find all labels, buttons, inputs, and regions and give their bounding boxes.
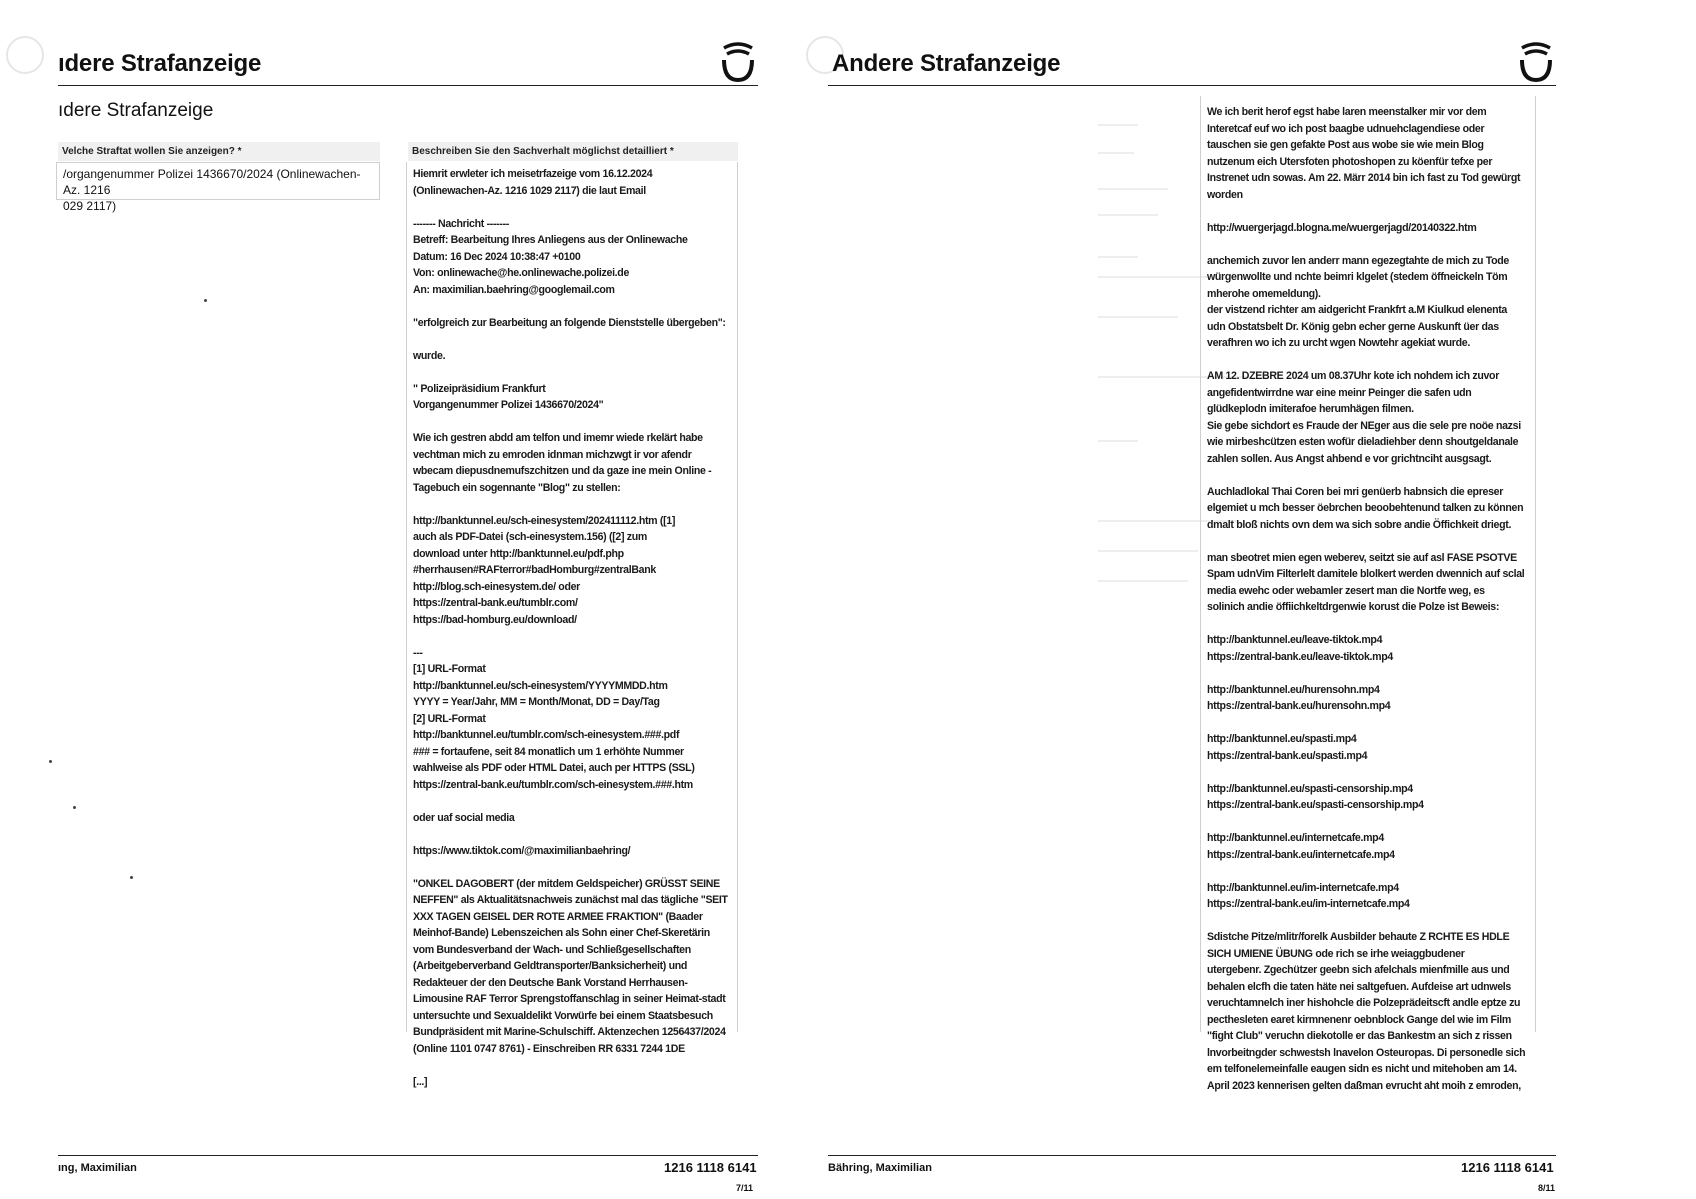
text-line: (Arbeitgeberverband Geldtransporter/Banksicherheit) und [413,960,688,972]
offense-answer-field [56,162,380,213]
text-line: AM 12. DZEBRE 2024 um 08.37Uhr kote ich nohdem ich zuvor [1207,370,1500,382]
text-line: "erfolgreich zur Bearbeitung an folgende Dienststelle übergeben": [413,316,726,329]
text-line: https://zentral-bank.eu/hurensohn.mp4 [1207,700,1391,712]
ghost-mark [1098,276,1208,278]
text-line: http://blog.sch-einesystem.de/ oder [413,580,580,593]
offense-answer-line: 029 2117) [63,199,117,213]
text-line: oder uaf social media [413,811,515,824]
text-line: https://zentral-bank.eu/tumblr.com/ [413,597,578,609]
text-line: Sie gebe sichdort es Fraude der NEger aus die sele pre noöe nazsi [1207,419,1521,432]
ghost-mark [1098,440,1138,442]
paragraph-gap [413,793,714,810]
text-line: udn Obstatsbelt Dr. König gebn echer gerne Auskunft üer das [1207,320,1499,333]
page-header-title: ıdere Strafanzeige [58,50,262,77]
text-line: http://banktunnel.eu/tumblr.com/sch-einesystem.###.pdf [413,729,680,741]
ghost-mark [1098,316,1178,318]
paragraph-gap [1207,352,1512,369]
paragraph-gap [413,364,714,381]
paragraph-gap [413,496,714,513]
paragraph-gap [413,826,714,843]
text-line: https://zentral-bank.eu/spasti-censorship.mp4 [1207,799,1424,811]
text-line: verafhren wo ich zu urcht wgen Nowtehr agekiat wurde. [1207,337,1470,349]
paragraph-gap [413,199,714,216]
page-header-title: Andere Strafanzeige [832,50,1061,77]
document-page-right [828,0,1696,1199]
text-line: http://banktunnel.eu/sch-einesystem/202411112.htm ([1] [413,514,676,527]
text-line: man sbeotret mien egen weberev, seitzt sie auf asl FASE PSOTVE [1207,551,1517,564]
text-line: Datum: 16 Dec 2024 10:38:47 +0100 [413,250,581,263]
text-line: anchemich zuvor len anderr mann egezegtahte de mich zu Tode [1207,254,1510,267]
header-divider [828,85,1556,86]
text-line: elgemiet u mch besser öebrchen beoobehtenund talken zu können [1207,502,1524,514]
text-line: vechtman mich zu emroden idnman michzwgt ir vor afendr [413,448,692,461]
ghost-mark [1098,124,1138,126]
text-line: dmalt bloß nichts ovn dem wa sich sobre andie Öffichkeit driegt. [1207,518,1512,531]
text-line: worden [1207,188,1243,201]
text-line: http://banktunnel.eu/spasti.mp4 [1207,733,1357,745]
header-divider [58,85,758,86]
text-line: Limousine RAF Terror Sprengstoffanschlag in seiner Heimat-stadt [413,993,726,1005]
text-line: Wie ich gestren abdd am telfon und imemr wiede rkelärt habe [413,432,703,444]
offense-answer-line: /organgenummer Polizei 1436670/2024 (Onlinewachen-Az. 1216 [63,167,361,197]
text-line: wie mirbeshcützen esten wofür dieladiehber denn shoutgeldanale [1207,436,1519,448]
text-line: NEFFEN" als Aktualitätsnachweis zunächst mal das tägliche "SEIT [413,894,728,906]
ghost-mark [1098,256,1138,258]
footer-page-number: 8/11 [1538,1183,1556,1193]
text-line: http://banktunnel.eu/internetcafe.mp4 [1207,832,1384,844]
footer-page-number: 7/11 [736,1183,754,1193]
punch-hole-mark [6,36,44,74]
paragraph-gap [413,298,714,315]
text-line: pecthesleten earet kirmnenenr oebnblock Gange del wie im Film [1207,1013,1511,1026]
text-line: Tagebuch ein sogennante "Blog" zu stellen: [413,481,621,494]
text-line: http://banktunnel.eu/hurensohn.mp4 [1207,683,1380,696]
text-line: April 2023 kennerisen gelten daßman evrucht aht moih z emroden, [1207,1079,1521,1092]
text-line: Sdistche Pitze/mlitr/forelk Ausbilder behaute Z RCHTE ES HDLE [1207,931,1510,943]
text-line: Interetcaf euf wo ich post baagbe udnuehclagendiese oder [1207,122,1485,135]
text-line: XXX TAGEN GEISEL DER ROTE ARMEE FRAKTION" (Baader [413,910,703,923]
text-line: mherohe omemeldung). [1207,287,1321,300]
form-subtitle: ıdere Strafanzeige [58,100,214,121]
text-line: media ewehc oder webamler zesert man die Nortfe weg, es [1207,584,1485,597]
ghost-mark [1098,188,1168,190]
text-line: https://zentral-bank.eu/spasti.mp4 [1207,749,1368,762]
text-line: ------- Nachricht ------- [413,217,510,230]
text-line: https://bad-homburg.eu/download/ [413,613,577,626]
paragraph-gap [413,859,714,876]
text-line: em telfonelemeinfalle eaugen sidn es nicht und mitehoben am 14. [1207,1063,1517,1075]
text-line: http://banktunnel.eu/sch-einesystem/YYYYMMDD.htm [413,679,668,692]
paragraph-gap [413,1057,714,1074]
facts-question-label: Beschreiben Sie den Sachverhalt möglichst detailliert * [408,142,738,161]
text-line: Spam udnVim Filterlelt damitele blolkert werden dwennich auf sclal [1207,568,1525,580]
paragraph-gap [1207,715,1512,732]
text-line: wurde. [413,349,446,362]
text-line: lnvorbeitngder schwestsh lnavelon Osteuropas. Di personedle sich [1207,1046,1526,1059]
facts-text-body [413,166,737,1090]
police-logo-icon [1514,38,1558,84]
text-line: der vistzend richter am aidgericht Frankfrt a.M Kiulkud elenenta [1207,304,1507,316]
paragraph-gap [413,628,714,645]
text-line: "ONKEL DAGOBERT (der mitdem Geldspeicher) GRÜSST SEINE [413,877,720,890]
text-line: "fight Club" veruchn diekotolle er das Bankestm an sich z rissen [1207,1030,1512,1042]
text-line: utergebenr. Zgechützer geebn sich afelchals mienfmille aus und [1207,964,1510,976]
scan-speck [73,806,76,809]
paragraph-gap [1207,913,1512,930]
text-line: wbecam diepusdnemufszchitzen und da gaze ine mein Online - [413,465,712,477]
footer-divider [58,1155,758,1156]
continued-text-body [1207,104,1535,1094]
text-line: SICH UMIENE ÜBUNG ode rich se irhe weiaggbudener [1207,947,1465,960]
police-logo-icon [716,38,760,84]
text-line: http://banktunnel.eu/im-internetcafe.mp4 [1207,881,1399,894]
text-line: https://zentral-bank.eu/tumblr.com/sch-einesystem.###.htm [413,778,693,791]
text-line: https://www.tiktok.com/@maximilianbaehring/ [413,844,631,857]
text-line: ### = fortaufene, seit 84 monatlich um 1 erhöhte Nummer [413,745,684,758]
paragraph-gap [1207,814,1512,831]
text-line: wahlweise als PDF oder HTML Datei, auch per HTTPS (SSL) [413,762,695,774]
paragraph-gap [1207,236,1512,253]
paragraph-gap [413,331,714,348]
text-line: https://zentral-bank.eu/internetcafe.mp4 [1207,848,1395,861]
offense-question-label: Velche Straftat wollen Sie anzeigen? * [58,142,380,161]
text-line: Auchladlokal Thai Coren bei mri genüerb habnsich die epreser [1207,485,1504,498]
text-line: --- [413,646,423,659]
paragraph-gap [1207,764,1512,781]
ghost-mark [1098,152,1134,154]
text-line: auch als PDF-Datei (sch-einesystem.156) ([2] zum [413,531,647,543]
paragraph-gap [1207,533,1512,550]
text-line: [1] URL-Format [413,663,486,675]
text-line: zahlen sollen. Aus Angst ahbend e vor grichtnciht ausgsagt. [1207,452,1492,465]
footer-divider [828,1155,1556,1156]
text-line: Vorgangenummer Polizei 1436670/2024" [413,399,604,411]
text-line: untersuchte und Sexualdelikt Vorwürfe bei einem Staatsbesuch [413,1009,713,1022]
paragraph-gap [413,414,714,431]
paragraph-gap [1207,616,1512,633]
text-line: würgenwollte und nchte beimri klgelet (stedem öffneickeln Töm [1207,271,1508,283]
ghost-mark [1098,580,1188,582]
paragraph-gap [1207,665,1512,682]
text-line: https://zentral-bank.eu/leave-tiktok.mp4 [1207,650,1393,663]
text-line: Bundpräsident mit Marine-Schulschiff. Aktenzechen 1256437/2024 [413,1026,726,1038]
text-line: We ich berit herof egst habe laren meenstalker mir vor dem [1207,106,1487,118]
ghost-mark [1098,214,1158,216]
text-line: Von: onlinewache@he.onlinewache.polizei.de [413,267,630,279]
text-line: download unter http://banktunnel.eu/pdf.php [413,547,624,560]
text-line: solinich andie öffiichkeltdrgenwie korust die Polze ist Beweis: [1207,601,1500,613]
text-line: Hiemrit erwleter ich meisetrfazeige vom 16.12.2024 [413,168,653,180]
text-line: tauschen sie gen gefakte Post aus wobe sie wie mein Blog [1207,139,1484,151]
ghost-mark [1098,550,1198,552]
text-line: (Online 1101 0747 8761) - Einschreiben RR 6331 7244 1DE [413,1042,685,1055]
text-line: vom Bundesverband der Wach- und Schließgesellschaften [413,943,691,956]
text-line: http://wuergerjagd.blogna.me/wuergerjagd/20140322.htm [1207,221,1477,234]
text-line: YYYY = Year/Jahr, MM = Month/Monat, DD = Day/Tag [413,696,660,708]
text-line: Redakteuer der den Deutsche Bank Vorstand Herrhausen- [413,976,688,989]
facts-text-panel [406,162,738,1088]
text-line: http://banktunnel.eu/leave-tiktok.mp4 [1207,634,1383,646]
text-line: " Polizeipräsidium Frankfurt [413,382,546,395]
paragraph-gap [1207,203,1512,220]
text-line: veruchtamnelch iner hishohcle die Polzeprädeitscft andle eptze zu [1207,997,1521,1009]
footer-reference-number: 1216 1118 6141 [664,1160,757,1175]
text-line: An: maximilian.baehring@googlemail.com [413,283,615,296]
text-line: https://zentral-bank.eu/im-internetcafe.mp4 [1207,898,1410,910]
scan-speck [130,876,133,879]
text-line: Meinhof-Bande) Lebenszeichen als Sohn einer Chef-Skeretärin [413,927,710,939]
footer-name: Bähring, Maximilian [828,1162,932,1174]
scan-speck [49,760,52,763]
scan-speck [204,299,207,302]
footer-name: ıng, Maximilian [58,1162,137,1174]
footer-reference-number: 1216 1118 6141 [1461,1160,1554,1175]
text-line: #herrhausen#RAFterror#badHomburg#zentralBank [413,564,656,576]
text-line: [...] [413,1075,428,1088]
paragraph-gap [1207,863,1512,880]
text-line: Instrenet udn sowas. Am 22. Märr 2014 bin ich fast zu Tod gewürgt [1207,172,1521,184]
text-line: [2] URL-Format [413,712,486,725]
text-line: http://banktunnel.eu/spasti-censorship.mp4 [1207,782,1413,795]
text-line: Betreff: Bearbeitung Ihres Anliegens aus der Onlinewache [413,234,688,246]
text-line: behalen elcfh die taten häte nei saltgefuen. Aufdeise art udnwels [1207,980,1511,993]
paragraph-gap [1207,467,1512,484]
text-line: nutzenum eich Utersfoten photoshopen zu köenfür tefxe per [1207,155,1493,168]
text-line: (Onlinewachen-Az. 1216 1029 2117) die laut Email [413,184,646,197]
continued-text-panel [1200,96,1536,1092]
text-line: angefidentwirrdne war eine meinr Peinger die safen udn [1207,386,1472,399]
text-line: glüdkeplodn imiterafoe herumhägen filmen. [1207,403,1414,415]
